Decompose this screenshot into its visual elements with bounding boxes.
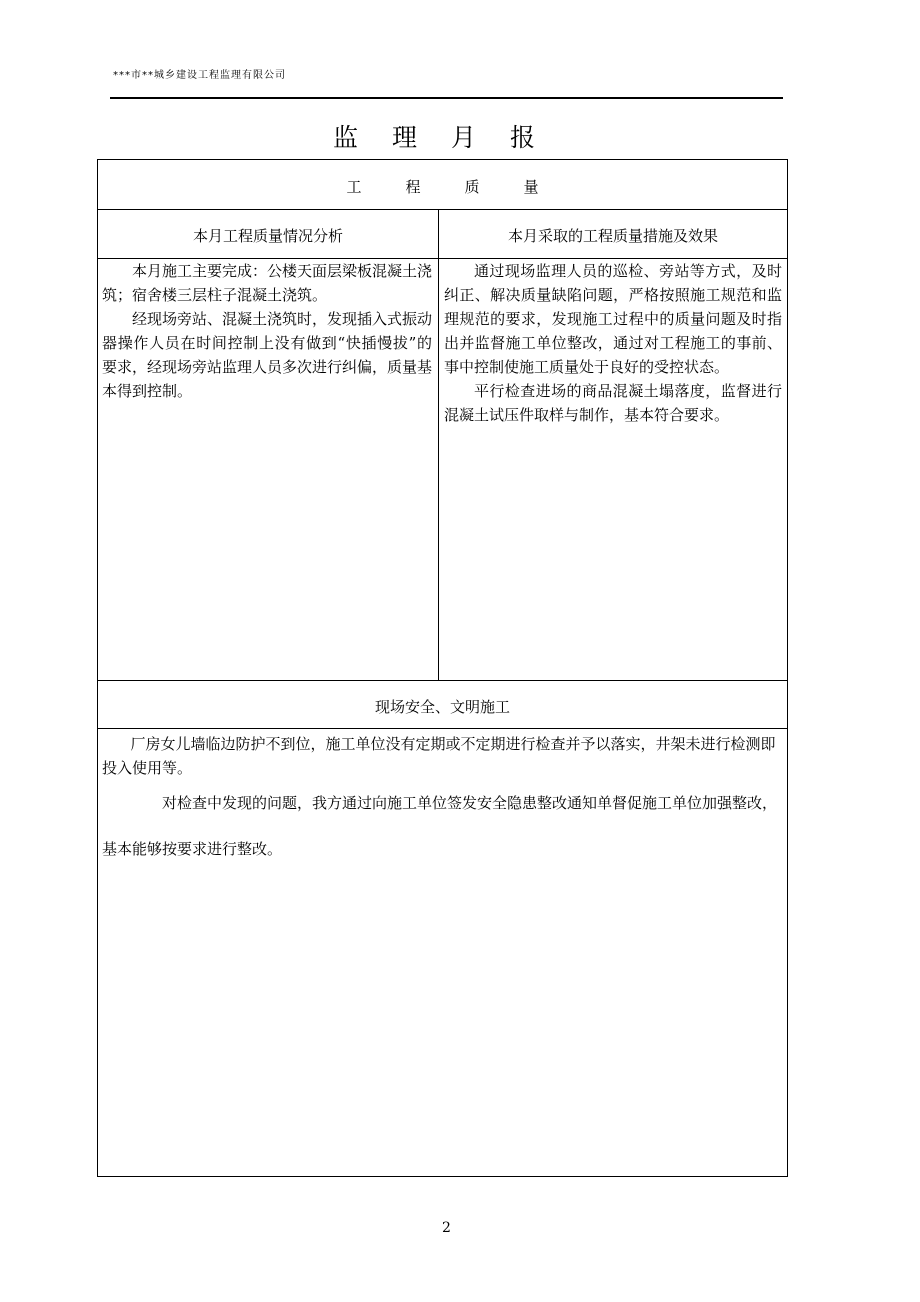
- page-number: 2: [442, 1220, 451, 1236]
- paragraph: 平行检查进场的商品混凝土塌落度，监督进行混凝土试压件取样与制作，基本符合要求。: [444, 382, 782, 424]
- safety-section-title: 现场安全、文明施工: [374, 698, 510, 716]
- report-table: [97, 159, 788, 1177]
- quality-measures-text: [444, 259, 782, 427]
- table-divider: [98, 209, 787, 210]
- safety-text: [102, 732, 780, 872]
- paragraph: 对检查中发现的问题，我方通过向施工单位签发安全隐患整改通知单督促施工单位加强整改，基本能够按要求进行整改。: [102, 794, 778, 858]
- company-header: ***市**城乡建设工程监理有限公司: [113, 70, 286, 81]
- header-divider: [110, 97, 783, 99]
- paragraph: 经现场旁站、混凝土浇筑时，发现插入式振动器操作人员在时间控制上没有做到“快插慢拔”的要求，经现场旁站监理人员多次进行纠偏，质量基本得到控制。: [102, 310, 433, 400]
- paragraph: 通过现场监理人员的巡检、旁站等方式，及时纠正、解决质量缺陷问题，严格按照施工规范和监理规范的要求，发现施工过程中的质量问题及时指出并监督施工单位整改，通过对工程施工的事前、事中控制使施工质量处于良好的受控状态。: [444, 262, 782, 376]
- column-divider: [438, 210, 439, 680]
- quality-section-title: 工程质量: [346, 178, 583, 196]
- paragraph: 厂房女儿墙临边防护不到位，施工单位没有定期或不定期进行检查并予以落实，井架未进行检测即投入使用等。: [102, 735, 776, 777]
- quality-analysis-heading: 本月工程质量情况分析: [192, 227, 343, 245]
- quality-analysis-text: [102, 259, 432, 403]
- table-divider: [98, 728, 787, 729]
- table-divider: [98, 680, 787, 681]
- paragraph: 本月施工主要完成：公楼天面层梁板混凝土浇筑；宿舍楼三层柱子混凝土浇筑。: [102, 262, 433, 304]
- quality-measures-heading: 本月采取的工程质量措施及效果: [507, 227, 718, 245]
- report-title: 监理月报: [332, 123, 569, 152]
